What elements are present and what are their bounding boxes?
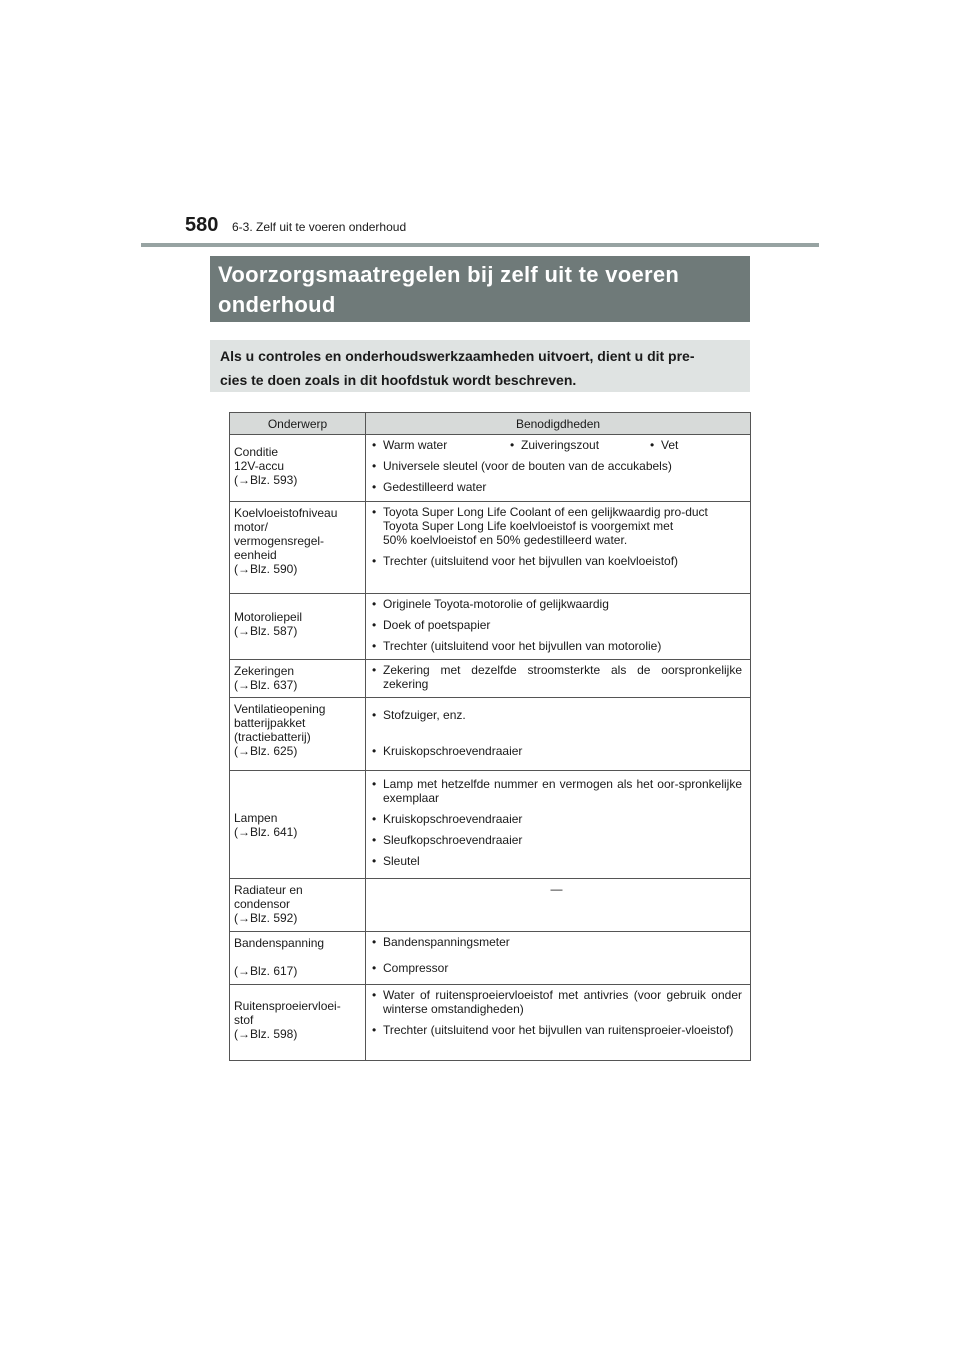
topic-line: Lampen (234, 810, 278, 825)
topic-cell (230, 435, 366, 502)
topic-line: Ruitensproeiervloei- (234, 999, 341, 1013)
column-header-tools: Benodigdheden (366, 413, 751, 435)
table-row (230, 698, 751, 771)
table-row (230, 594, 751, 660)
header-divider (141, 243, 819, 247)
tool-item: • Lamp met hetzelfde nummer en vermogen als het oor-spronkelijke exemplaar (371, 777, 742, 805)
topic-line (234, 950, 361, 964)
tools-list (371, 505, 742, 568)
tools-cell (366, 771, 751, 879)
tools-list (371, 777, 742, 868)
tool-item-text: Toyota Super Long Life Coolant of een gelijkwaardig pro-duct (383, 505, 708, 519)
tools-list (371, 663, 742, 691)
topic-line: (→Blz. 598) (234, 1027, 298, 1041)
tools-cell (366, 435, 751, 502)
page-number: 580 (185, 214, 219, 236)
tool-item: • Trechter (uitsluitend voor het bijvullen van ruitensproeier-vloeistof) (371, 1023, 742, 1037)
topic-cell (230, 879, 366, 932)
topic-line: motor/ (234, 520, 269, 534)
tool-item: • Warm water (371, 438, 509, 452)
tools-list (371, 459, 742, 494)
tools-list (371, 708, 742, 758)
topic-line: (→Blz. 587) (234, 624, 298, 638)
maintenance-tools-table (229, 412, 751, 1061)
topic-line: condensor (234, 897, 291, 911)
topic-line: (→Blz. 590) (234, 562, 298, 576)
topic-cell (230, 502, 366, 594)
tool-item: • Trechter (uitsluitend voor het bijvullen van motorolie) (371, 639, 742, 653)
tools-list (371, 935, 742, 975)
topic-cell (230, 985, 366, 1061)
tool-item: • Vet (649, 438, 678, 452)
tool-item: • Universele sleutel (voor de bouten van de accukabels) (371, 459, 742, 473)
tool-item: • Sleutel (371, 854, 742, 868)
topic-line: Radiateur en (234, 883, 303, 897)
tools-cell (366, 932, 751, 985)
tool-item (371, 505, 742, 547)
topic-line: Conditie (234, 445, 279, 459)
topic-line: Motoroliepeil (234, 610, 303, 624)
tools-cell (366, 698, 751, 771)
topic-line: (tractiebatterij) (234, 730, 311, 744)
topic-line: (→Blz. 593) (234, 473, 298, 487)
tool-item: • Doek of poetspapier (371, 618, 742, 632)
inline-tools (371, 438, 742, 452)
title-line-1: Voorzorgsmaatregelen bij zelf uit te voeren (218, 262, 680, 287)
topic-cell (230, 594, 366, 660)
topic-line: (→Blz. 592) (234, 911, 298, 925)
tool-item: • Compressor (371, 961, 742, 975)
title-line-2: onderhoud (218, 292, 336, 317)
topic-line: Ventilatieopening (234, 702, 326, 716)
no-tools-dash: — (550, 882, 563, 896)
table-row (230, 985, 751, 1061)
topic-line: (→Blz. 641) (234, 824, 298, 839)
tool-item: • Originele Toyota-motorolie of gelijkwaardig (371, 597, 742, 611)
topic-line: 12V-accu (234, 459, 285, 473)
table-row (230, 660, 751, 698)
section-reference: 6-3. Zelf uit te voeren onderhoud (232, 220, 407, 234)
tool-item: • Bandenspanningsmeter (371, 935, 742, 949)
topic-cell (230, 771, 366, 879)
topic-line: vermogensregel- (234, 534, 325, 548)
topic-cell (230, 660, 366, 698)
tool-item: • Water of ruitensproeiervloeistof met antivries (voor gebruik onder winterse omstandigheden) (371, 988, 742, 1016)
tool-item: • Kruiskopschroevendraaier (371, 744, 742, 758)
tool-item: • Gedestilleerd water (371, 480, 742, 494)
topic-line: eenheid (234, 548, 277, 562)
tool-item: • Zuiveringszout (509, 438, 649, 452)
tool-item: • Kruiskopschroevendraaier (371, 812, 742, 826)
table-row (230, 435, 751, 502)
table-row (230, 502, 751, 594)
topic-line: Zekeringen (234, 664, 295, 678)
topic-cell (230, 932, 366, 985)
tools-cell (366, 985, 751, 1061)
table-row (230, 879, 751, 932)
intro-line-2: cies te doen zoals in dit hoofdstuk wordt beschreven. (220, 372, 577, 388)
intro-text (210, 340, 750, 392)
topic-line: (→Blz. 637) (234, 678, 298, 692)
table-row (230, 932, 751, 985)
tool-item: • Sleufkopschroevendraaier (371, 833, 742, 847)
tools-cell (366, 594, 751, 660)
page-title (210, 256, 750, 322)
topic-line: Bandenspanning (234, 936, 325, 950)
topic-line: (→Blz. 625) (234, 744, 298, 758)
topic-line: batterijpakket (234, 716, 306, 730)
tools-cell (366, 502, 751, 594)
tool-item: • Stofzuiger, enz. (371, 708, 742, 722)
topic-cell (230, 698, 366, 771)
tool-item: • Zekering met dezelfde stroomsterkte als de oorspronkelijke zekering (371, 663, 742, 691)
tool-note: 50% koelvloeistof en 50% gedestilleerd water. (383, 533, 628, 547)
tool-item: • Trechter (uitsluitend voor het bijvullen van koelvloeistof) (371, 554, 742, 568)
column-header-topic: Onderwerp (230, 413, 366, 435)
table-header-row (230, 413, 751, 435)
topic-line: Koelvloeistofniveau (234, 506, 338, 520)
tools-list (371, 597, 742, 653)
topic-line: stof (234, 1013, 254, 1027)
intro-line-1: Als u controles en onderhoudswerkzaamheden uitvoert, dient u dit pre- (220, 348, 695, 364)
tools-cell (366, 660, 751, 698)
topic-line: (→Blz. 617) (234, 964, 298, 978)
tools-list (371, 988, 742, 1037)
tool-note: Toyota Super Long Life koelvloeistof is voorgemixt met (383, 519, 674, 533)
table-row (230, 771, 751, 879)
tools-cell (366, 879, 751, 932)
